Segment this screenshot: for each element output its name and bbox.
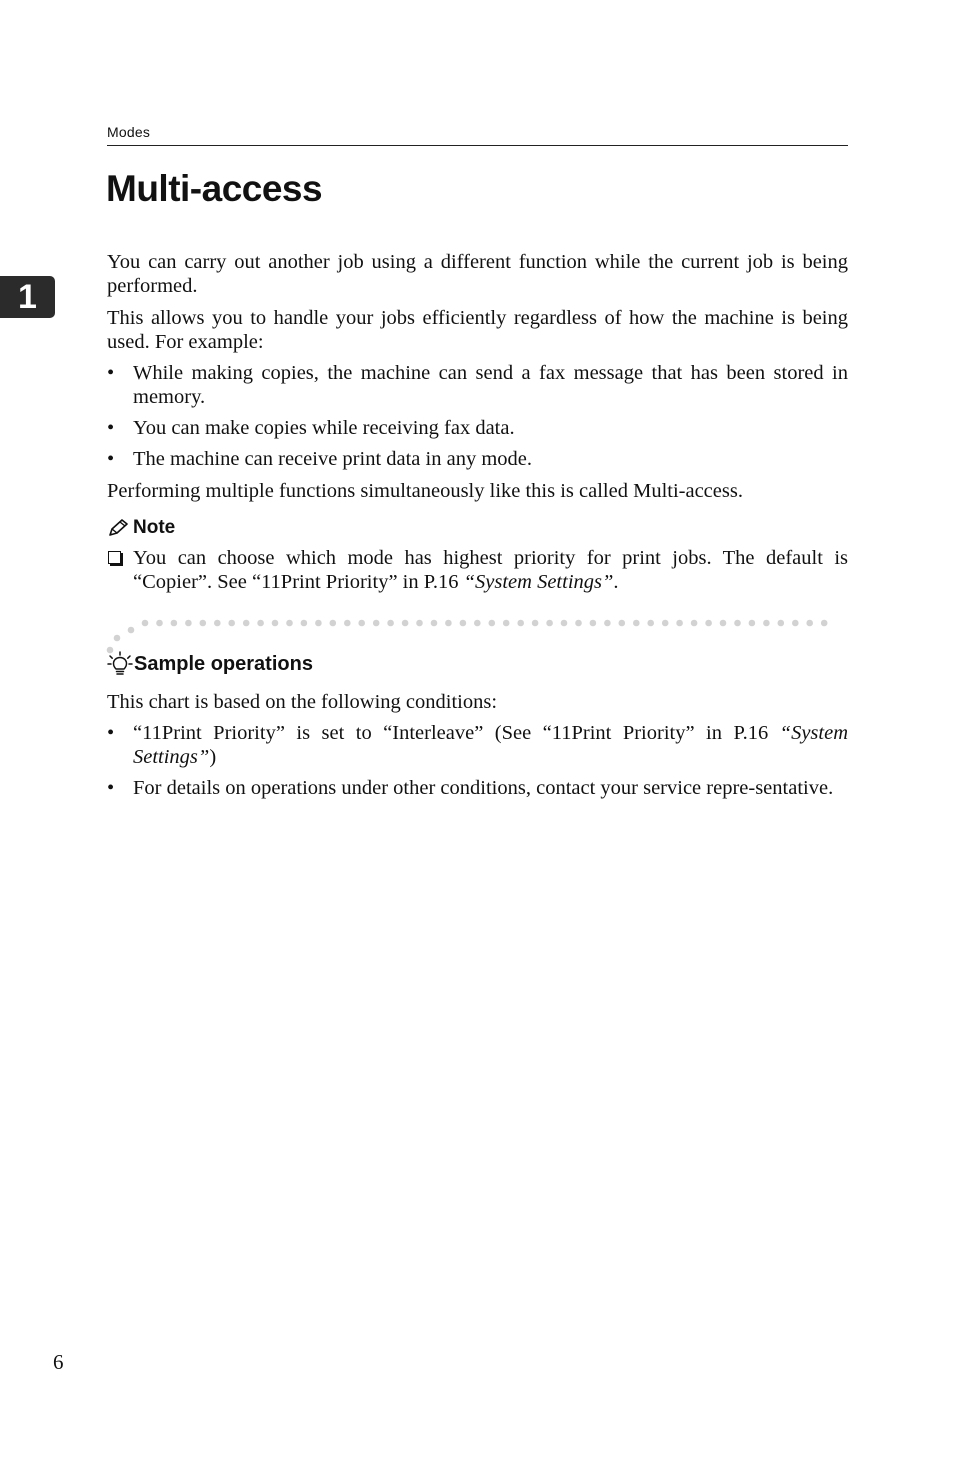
list-item-reference: “System Settings” bbox=[133, 722, 848, 768]
note-reference: “System Settings” bbox=[463, 571, 614, 593]
note-item bbox=[107, 546, 848, 594]
list-item bbox=[107, 361, 848, 409]
note-text-end: . bbox=[613, 571, 619, 593]
chapter-tab: 1 bbox=[0, 276, 55, 318]
note-text: You can choose which mode has highest priority for print jobs. The default is “Copier”. See “11Print Priority” in P.16 bbox=[133, 547, 848, 593]
note-item-text bbox=[133, 546, 848, 594]
bullet-mark: • bbox=[107, 722, 115, 744]
list-item bbox=[107, 416, 848, 440]
bullet-mark: • bbox=[107, 362, 115, 384]
lightbulb-icon bbox=[107, 651, 133, 677]
list-item bbox=[107, 721, 848, 769]
bullet-mark: • bbox=[107, 448, 115, 470]
intro-paragraph-3: Performing multiple functions simultaneously like this is called Multi-access. bbox=[107, 480, 743, 502]
sample-operations-heading bbox=[107, 651, 313, 677]
intro-paragraph-1: You can carry out another job using a different function while the current job is being performed. bbox=[107, 251, 848, 297]
dotted-separator bbox=[104, 614, 848, 654]
bullet-mark: • bbox=[107, 417, 115, 439]
checkbox-bullet-icon bbox=[108, 551, 121, 564]
intro-paragraph-2: This allows you to handle your jobs efficiently regardless of how the machine is being used. For example: bbox=[107, 307, 848, 353]
list-item-text: For details on operations under other conditions, contact your service repre-sentative. bbox=[133, 777, 834, 799]
pencil-icon bbox=[107, 518, 129, 538]
list-item-text-part: “11Print Priority” is set to “Interleave” (See “11Print Priority” in P.16 bbox=[133, 722, 780, 744]
running-header: Modes bbox=[107, 124, 151, 140]
list-item-text: You can make copies while receiving fax data. bbox=[133, 417, 515, 439]
list-item-text: While making copies, the machine can send a fax message that has been stored in memory. bbox=[133, 362, 848, 408]
note-heading-label: Note bbox=[133, 517, 176, 538]
sample-intro: This chart is based on the following conditions: bbox=[107, 691, 498, 713]
sample-heading-label: Sample operations bbox=[134, 652, 313, 675]
list-item-text-end: ) bbox=[209, 746, 217, 768]
note-heading bbox=[107, 517, 175, 539]
header-rule bbox=[107, 145, 848, 146]
list-item bbox=[107, 776, 848, 800]
page-title: Multi-access bbox=[106, 168, 323, 209]
list-item-text: The machine can receive print data in any mode. bbox=[133, 448, 532, 470]
page-number: 6 bbox=[53, 1350, 64, 1374]
list-item bbox=[107, 447, 848, 471]
list-item-text bbox=[133, 721, 848, 769]
bullet-mark: • bbox=[107, 777, 115, 799]
